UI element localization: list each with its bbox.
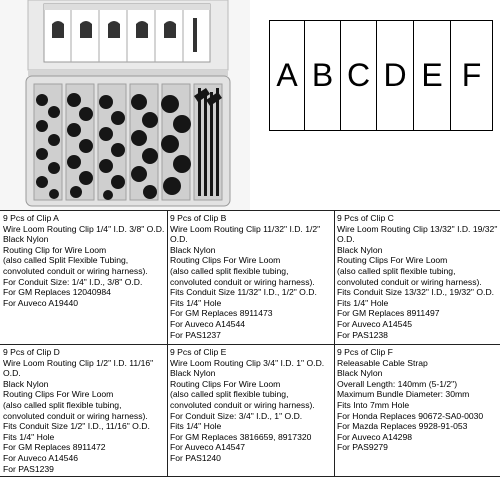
cell-line: Fits 1/4" Hole [337,297,389,308]
clip-a-description [3,213,164,308]
cell-line: convoluted conduit or wiring harness). [337,276,482,287]
clip-e-description [170,347,324,464]
clip-f-description [337,347,483,453]
cell-line: Fits Conduit Size 13/32" I.D., 19/32" O.D. [337,287,495,298]
cell-line: For Conduit Size: 1/4" I.D., 3/8" O.D. [3,276,143,287]
cell-line: Fits Conduit Size 11/32" I.D., 1/2" O.D. [170,287,317,298]
cell-line: Fits 1/4" Hole [3,431,55,442]
letter-b-cell: B [304,20,341,131]
cell-line: convoluted conduit or wiring harness). [170,399,315,410]
cell-line: Wire Loom Routing Clip 1/2" I.D. 11/16" [3,357,154,368]
clip-d-description [3,347,153,474]
cell-line: Wire Loom Routing Clip 13/32" I.D. 19/32" [337,223,498,234]
cell-line: 9 Pcs of Clip E [170,347,227,357]
cell-line: (also called Split Flexible Tubing, [3,255,129,266]
letter-e-cell: E [413,20,451,131]
cell-line: convoluted conduit or wiring harness). [170,276,315,287]
cell-line: 9 Pcs of Clip D [3,347,60,357]
cell-line: For PAS1239 [3,463,54,474]
table-divider-top [0,210,500,211]
cell-line: 9 Pcs of Clip F [337,347,393,357]
cell-line: 9 Pcs of Clip C [337,213,394,223]
letter-f-cell: F [450,20,493,131]
cell-line: O.D. [3,368,21,379]
cell-line: Releasable Cable Strap [337,357,428,368]
clip-c-description [337,213,497,340]
cell-line: convoluted conduit or wiring harness). [3,410,148,421]
cell-line: (also called split flexible tubing, [170,265,289,276]
table-column-divider-2 [334,210,335,477]
cell-line: Black Nylon [170,368,216,379]
table-divider-middle [0,344,500,345]
cell-line: For Auveco A14298 [337,431,413,442]
cell-line: Routing Clips For Wire Loom [3,389,114,400]
cell-line: Fits Conduit Size 1/2" I.D., 11/16" O.D. [3,421,150,432]
cell-line: Wire Loom Routing Clip 1/4" I.D. 3/8" O.D. [3,223,165,234]
cell-line: For Auveco A14545 [337,318,413,329]
clip-b-description [170,213,320,340]
cell-line: For GM Replaces 8911473 [170,308,273,319]
cell-line: For GM Replaces 8911472 [3,442,106,453]
clip-assortment-case-illustration [0,0,250,210]
cell-line: For PAS1237 [170,329,221,340]
cell-line: O.D. [337,234,355,245]
cell-line: For Auveco A14547 [170,442,246,453]
product-photo [0,0,250,210]
cell-line: O.D. [170,234,188,245]
cell-line: Black Nylon [337,244,383,255]
cell-line: For GM Replaces 8911497 [337,308,440,319]
cell-line: For PAS9279 [337,442,388,453]
letter-c-cell: C [340,20,377,131]
cell-line: Maximum Bundle Diameter: 30mm [337,389,470,400]
letter-a-cell: A [269,20,305,131]
cell-line: Routing Clip for Wire Loom [3,244,107,255]
cell-line: Routing Clips For Wire Loom [170,255,281,266]
cell-line: For Auveco A14546 [3,452,79,463]
cell-line: Fits Into 7mm Hole [337,399,410,410]
cell-line: (also called split flexible tubing, [170,389,289,400]
letter-d-cell: D [376,20,414,131]
table-column-divider-1 [167,210,168,477]
letter-label-strip [269,20,493,131]
cell-line: 9 Pcs of Clip B [170,213,227,223]
cell-line: (also called split flexible tubing, [3,399,122,410]
cell-line: 9 Pcs of Clip A [3,213,59,223]
cell-line: Black Nylon [3,234,49,245]
cell-line: Overall Length: 140mm (5-1/2") [337,378,458,389]
cell-line: For GM Replaces 12040984 [3,287,111,298]
cell-line: For Auveco A14544 [170,318,246,329]
cell-line: Fits 1/4" Hole [170,421,222,432]
cell-line: For Honda Replaces 90672-SA0-0030 [337,410,484,421]
cell-line: For Conduit Size: 3/4" I.D., 1" O.D. [170,410,303,421]
cell-line: For PAS1238 [337,329,388,340]
cell-line: Routing Clips For Wire Loom [337,255,448,266]
cell-line: Black Nylon [337,368,383,379]
cell-line: Black Nylon [3,378,49,389]
cell-line: Routing Clips For Wire Loom [170,378,281,389]
cell-line: (also called split flexible tubing, [337,265,456,276]
cell-line: For GM Replaces 3816659, 8917320 [170,431,312,442]
cell-line: Wire Loom Routing Clip 3/4" I.D. 1" O.D. [170,357,325,368]
cell-line: convoluted conduit or wiring harness). [3,265,148,276]
cell-line: Fits 1/4" Hole [170,297,222,308]
cell-line: For Mazda Replaces 9928-91-053 [337,421,468,432]
cell-line: Wire Loom Routing Clip 11/32" I.D. 1/2" [170,223,321,234]
cell-line: Black Nylon [170,244,216,255]
cell-line: For PAS1240 [170,452,221,463]
cell-line: For Auveco A19440 [3,297,79,308]
